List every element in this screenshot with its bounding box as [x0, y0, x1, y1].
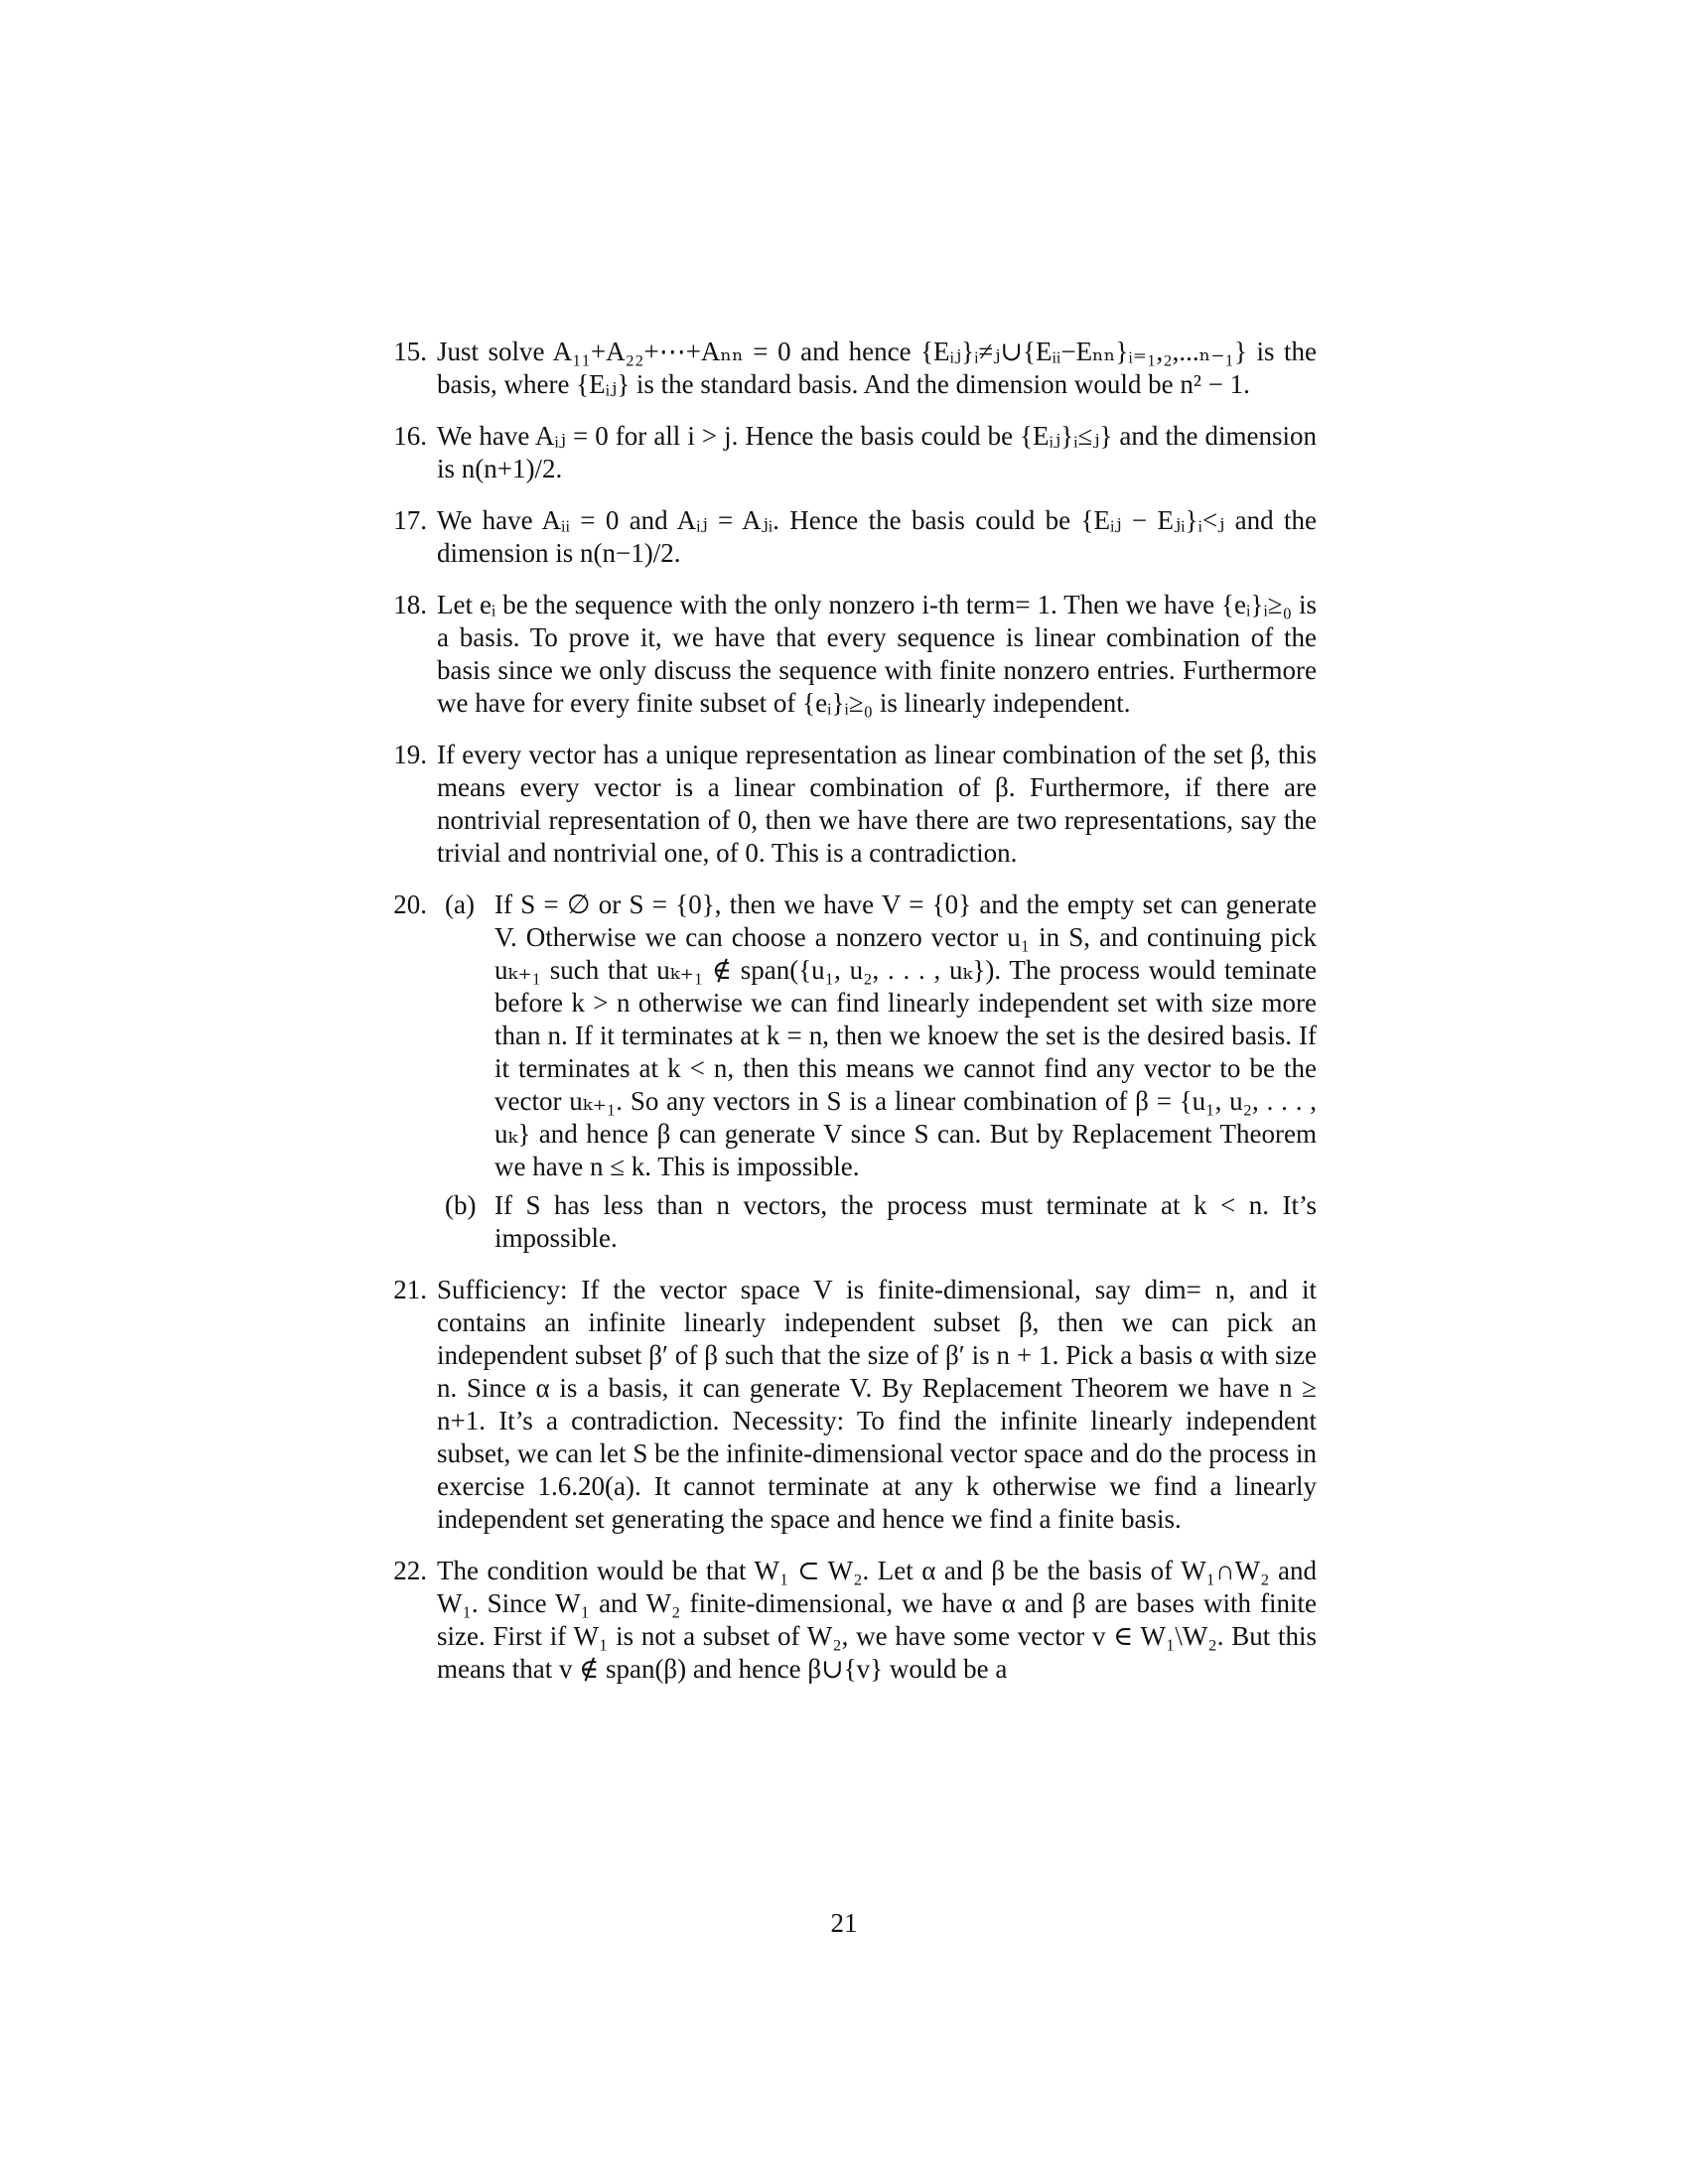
part-text: If S = ∅ or S = {0}, then we have V = {0} and the empty set can generate V. Otherwise we can choose a nonzero vector u₁ in S, and continuing pick uₖ₊₁ such that uₖ₊₁ ∉ span({u₁, u₂, . . . , uₖ}). The process would teminate before k > n otherwise we can find linearly independent set with size more than n. If it terminates at k = n, then we knoew the set is the desired basis. If it terminates at k < n, then this means we cannot find any vector to be the vector uₖ₊₁. So any vectors in S is a linear combination of β = {u₁, u₂, . . . , uₖ} and hence β can generate V since S can. But by Replacement Theorem we have n ≤ k. This is impossible.	[494, 889, 1317, 1181]
exercise-text: We have Aᵢⱼ = 0 for all i > j. Hence the basis could be {Eᵢⱼ}ᵢ≤ⱼ} and the dimension is n(n+1)/2.	[437, 421, 1317, 483]
document-body	[381, 336, 1317, 1705]
exercise-number: 19.	[393, 740, 427, 769]
exercise-20	[381, 888, 1317, 1255]
exercise-number: 22.	[393, 1556, 427, 1585]
exercise-number: 17.	[393, 505, 427, 535]
exercise-21	[381, 1274, 1317, 1536]
exercise-16	[381, 420, 1317, 485]
exercise-text: Just solve A₁₁+A₂₂+⋯+Aₙₙ = 0 and hence {Eᵢⱼ}ᵢ≠ⱼ∪{Eᵢᵢ−Eₙₙ}ᵢ₌₁,₂,...ₙ₋₁} is the basis, where {Eᵢⱼ} is the standard basis. And the dimension would be n² − 1.	[437, 337, 1317, 399]
exercise-number: 15.	[393, 337, 427, 366]
part-label: (b)	[445, 1190, 477, 1220]
exercise-19	[381, 739, 1317, 870]
page-number: 21	[830, 1908, 858, 1938]
exercise-text: We have Aᵢᵢ = 0 and Aᵢⱼ = Aⱼᵢ. Hence the basis could be {Eᵢⱼ − Eⱼᵢ}ᵢ<ⱼ and the dimension is n(n−1)/2.	[437, 505, 1317, 568]
exercise-22	[381, 1555, 1317, 1686]
exercise-15	[381, 336, 1317, 401]
part-label: (a)	[445, 889, 475, 919]
exercise-number: 20.	[393, 889, 427, 919]
exercise-text: The condition would be that W₁ ⊂ W₂. Let α and β be the basis of W₁∩W₂ and W₁. Since W₁ and W₂ finite-dimensional, we have α and β are bases with finite size. First if W₁ is not a subset of W₂, we have some vector v ∈ W₁\W₂. But this means that v ∉ span(β) and hence β∪{v} would be a	[437, 1556, 1317, 1684]
exercise-18	[381, 589, 1317, 720]
exercise-20-part-a	[437, 888, 1317, 1183]
exercise-number: 18.	[393, 590, 427, 619]
exercise-17	[381, 504, 1317, 570]
exercise-text: Sufficiency: If the vector space V is finite-dimensional, say dim= n, and it contains an infinite linearly independent subset β, then we can pick an independent subset β′ of β such that the size of β′ is n + 1. Pick a basis α with size n. Since α is a basis, it can generate V. By Replacement Theorem we have n ≥ n+1. It’s a contradiction. Necessity: To find the infinite linearly independent subset, we can let S be the infinite-dimensional vector space and do the process in exercise 1.6.20(a). It cannot terminate at any k otherwise we find a linearly independent set generating the space and hence we find a finite basis.	[437, 1275, 1317, 1534]
exercise-number: 16.	[393, 421, 427, 451]
exercise-number: 21.	[393, 1275, 427, 1304]
exercise-text: Let eᵢ be the sequence with the only nonzero i-th term= 1. Then we have {eᵢ}ᵢ≥₀ is a basis. To prove it, we have that every sequence is linear combination of the basis since we only discuss the sequence with finite nonzero entries. Furthermore we have for every finite subset of {eᵢ}ᵢ≥₀ is linearly independent.	[437, 590, 1317, 718]
exercise-20-part-b	[437, 1189, 1317, 1255]
part-text: If S has less than n vectors, the process must terminate at k < n. It’s impossible.	[494, 1190, 1317, 1253]
exercise-text: If every vector has a unique representation as linear combination of the set β, this means every vector is a linear combination of β. Furthermore, if there are nontrivial representation of 0, then we have there are two representations, say the trivial and nontrivial one, of 0. This is a contradiction.	[437, 740, 1317, 868]
